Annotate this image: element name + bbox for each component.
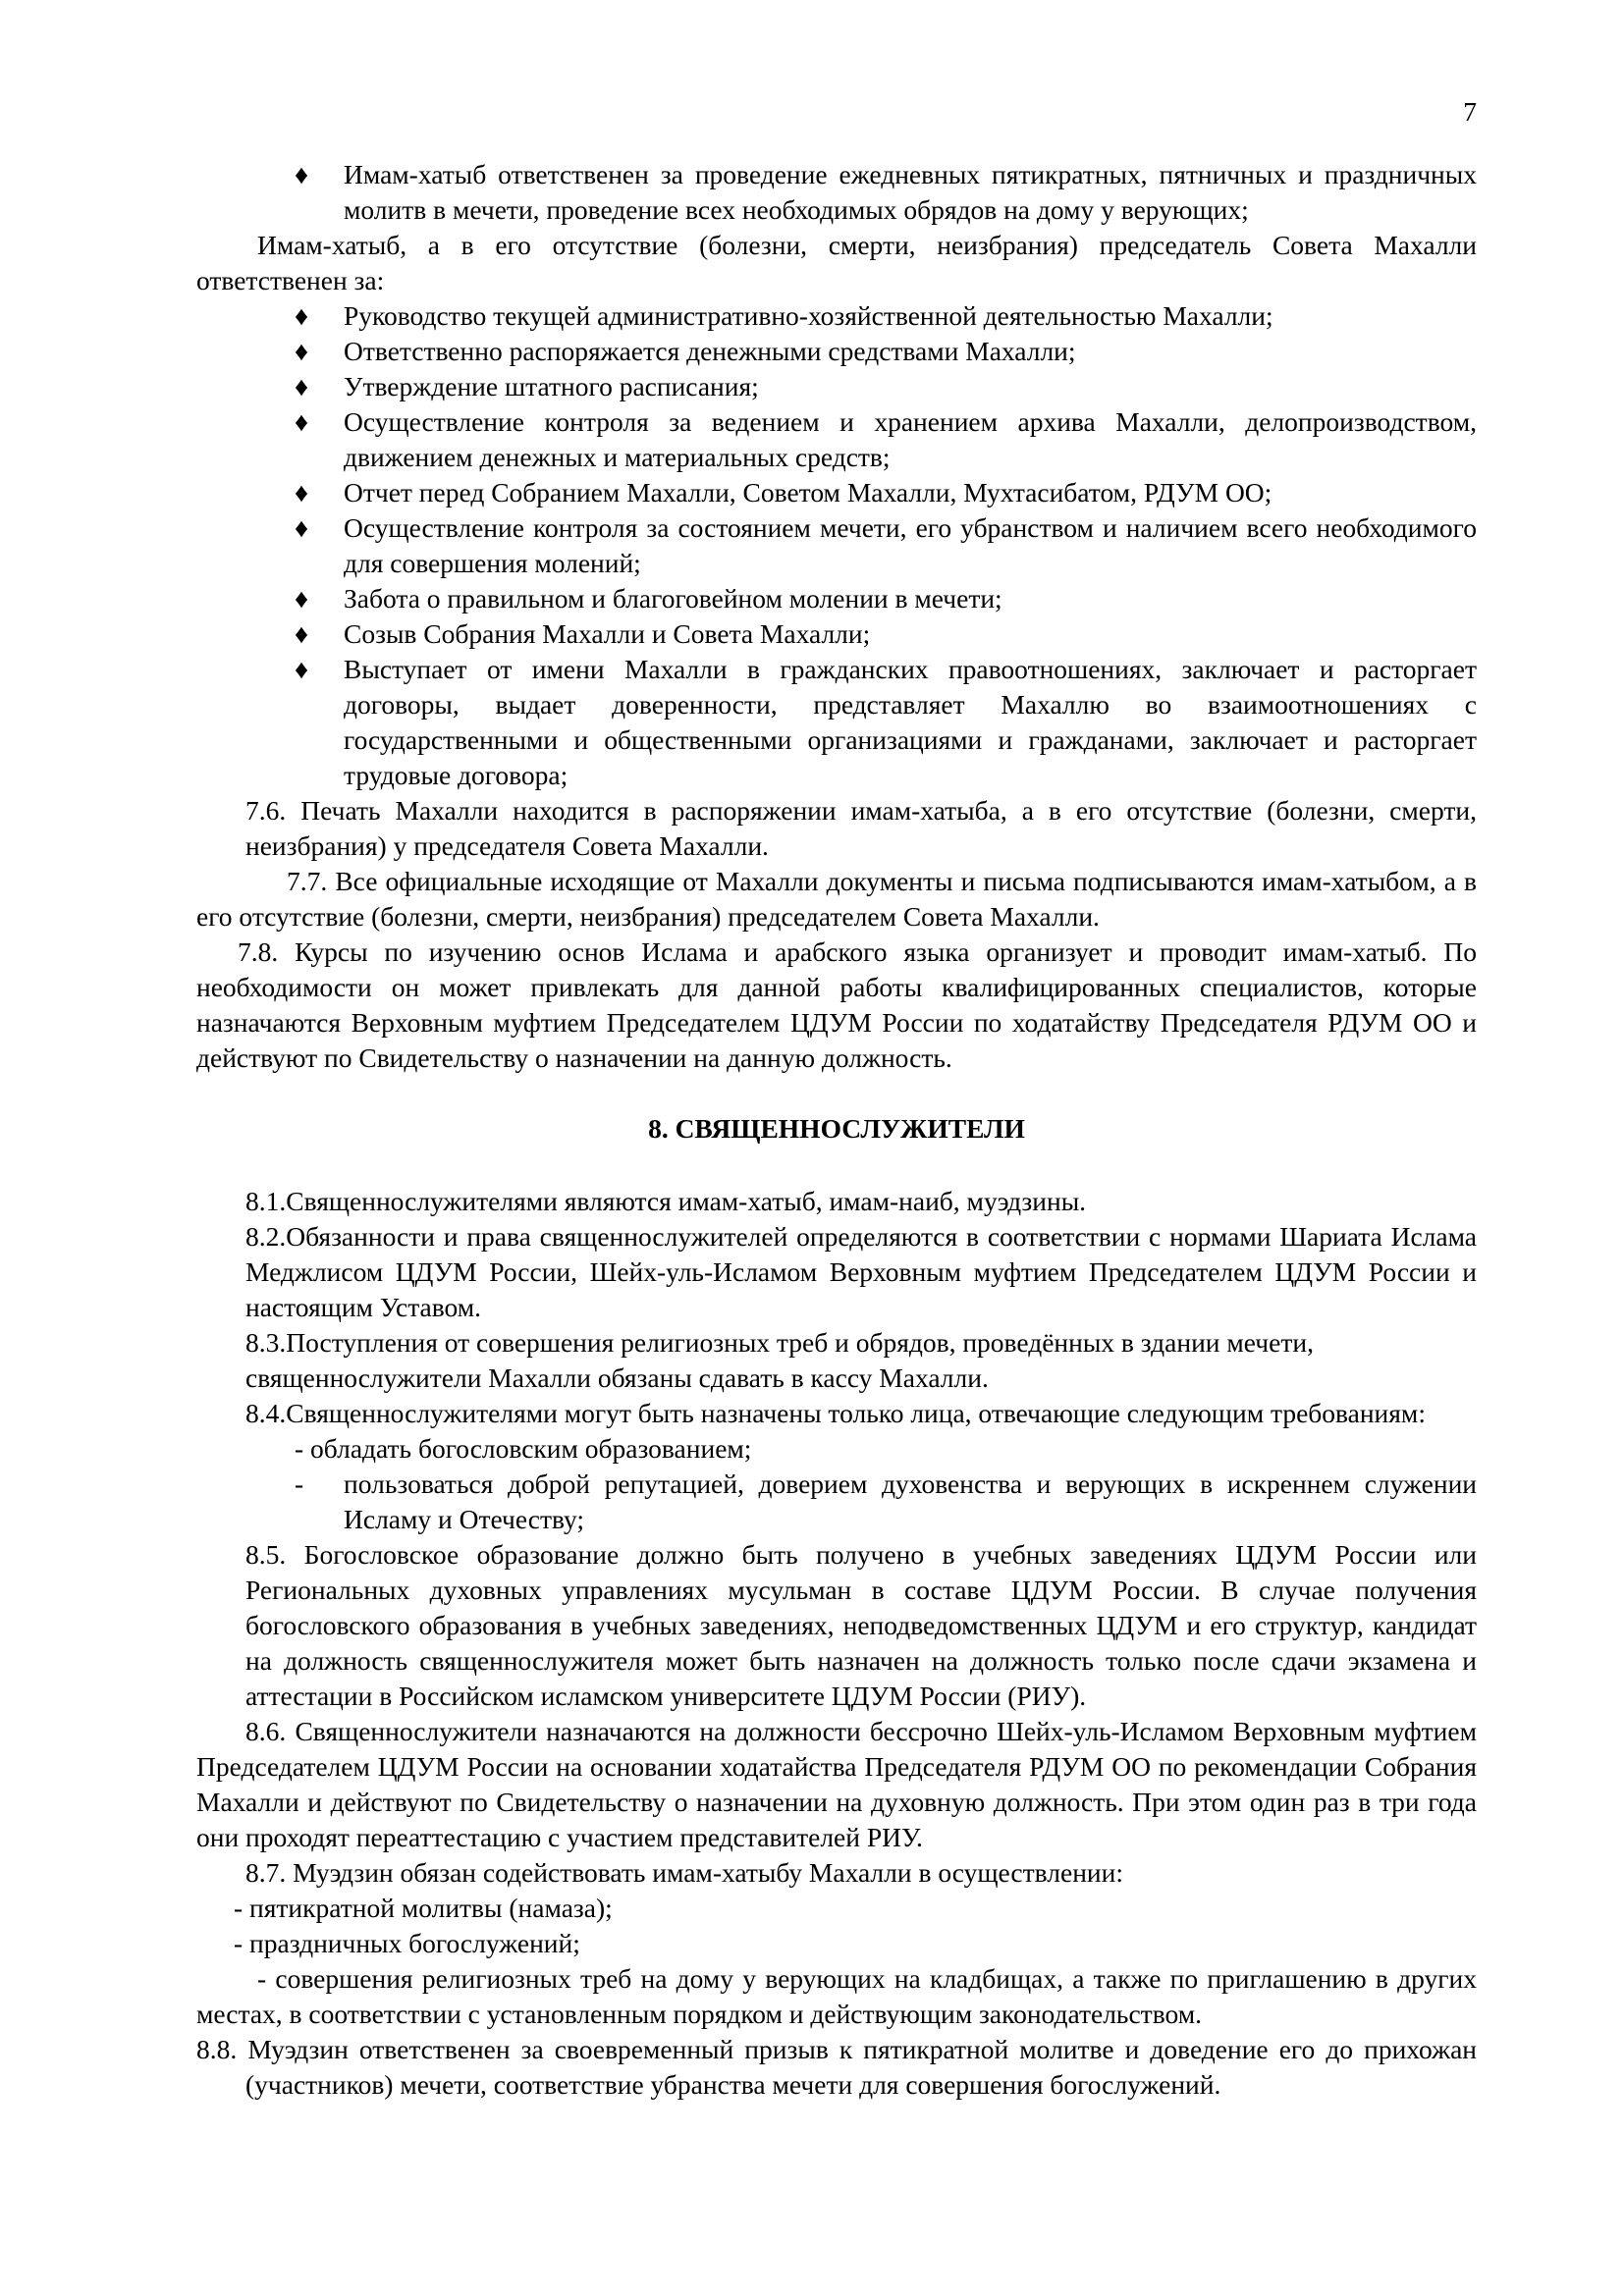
list-item: - пятикратной молитвы (намаза); xyxy=(234,1893,613,1923)
paragraph-8-6: 8.6. Священнослужители назначаются на должности бессрочно Шейх-уль-Исламом Верховным муфтием Председателем ЦДУМ России на основании ходатайства Председателя РДУМ ОО по рекомендации Собрания Махалли и действуют по Свидетельству о назначении на духовную должность. При этом один раз в три года они проходят переаттестацию с участием представителей РИУ. xyxy=(196,1716,1477,1852)
paragraph-8-5: 8.5. Богословское образование должно быть получено в учебных заведениях ЦДУМ России или Региональных духовных управлениях мусульман в составе ЦДУМ России. В случае получения богословского образования в учебных заведениях, неподведомственных ЦДУМ и его структур, кандидат на должность священнослужителя может быть назначен на должность только после сдачи экзамена и аттестации в Российском исламском университете ЦДУМ России (РИУ). xyxy=(245,1539,1477,1711)
dash-mark: - xyxy=(295,1433,304,1464)
paragraph-7-8: 7.8. Курсы по изучению основ Ислама и арабского языка организует и проводит имам-хатыб. По необходимости он может привлекать для данной работы квалифицированных специалистов, которые назначаются Верховным муфтием Председателем ЦДУМ России по ходатайству Председателя РДУМ ОО и действуют по Свидетельству о назначении на данную должность. xyxy=(196,936,1477,1073)
list-item xyxy=(196,581,1477,616)
page-number: 7 xyxy=(1463,96,1477,127)
paragraph-8-7: 8.7. Муэдзин обязан содействовать имам-хатыбу Махалли в осуществлении: xyxy=(245,1857,1123,1888)
document-body xyxy=(196,157,1477,2103)
diamond-bullet-icon: ♦ xyxy=(295,406,309,437)
requirement-text: обладать богословским образованием; xyxy=(310,1433,752,1464)
diamond-bullet-icon: ♦ xyxy=(295,336,309,366)
diamond-bullet-icon: ♦ xyxy=(295,583,309,614)
list-item xyxy=(196,510,1477,581)
paragraph-8-3: 8.3.Поступления от совершения религиозных треб и обрядов, проведённых в здании мечети, xyxy=(245,1327,1314,1358)
responsibility-intro: Имам-хатыб, а в его отсутствие (болезни, смерти, неизбрания) председатель Совета Махалли ответственен за: xyxy=(196,230,1477,295)
bullet-text: Осуществление контроля за состоянием мечети, его убранством и наличием всего необходимого для совершения молений; xyxy=(344,512,1477,578)
section-heading: 8. СВЯЩЕННОСЛУЖИТЕЛИ xyxy=(648,1113,1025,1144)
bullet-text: Имам-хатыб ответственен за проведение ежедневных пятикратных, пятничных и праздничных молитв в мечети, проведение всех необходимых обрядов на дому у верующих; xyxy=(344,159,1477,225)
bullet-text: Ответственно распоряжается денежными средствами Махалли; xyxy=(344,336,1076,366)
paragraph-7-7: 7.7. Все официальные исходящие от Махалли документы и письма подписываются имам-хатыбом, а в его отсутствие (болезни, смерти, неизбрания) председателем Совета Махалли. xyxy=(196,866,1477,932)
paragraph-8-2: 8.2.Обязанности и права священнослужителей определяются в соответствии с нормами Шариата Ислама Меджлисом ЦДУМ России, Шейх-уль-Исламом Верховным муфтием Председателем ЦДУМ России и настоящим Уставом. xyxy=(245,1221,1477,1322)
bullet-text: Осуществление контроля за ведением и хранением архива Махалли, делопроизводством, движением денежных и материальных средств; xyxy=(344,406,1477,472)
list-item xyxy=(196,475,1477,510)
list-item: - праздничных богослужений; xyxy=(234,1928,580,1958)
paragraph-8-3-continued: священнослужители Махалли обязаны сдавать в кассу Махалли. xyxy=(245,1362,989,1393)
list-item xyxy=(196,1431,1477,1467)
bullet-text: Созыв Собрания Махалли и Совета Махалли; xyxy=(344,618,871,649)
diamond-bullet-icon: ♦ xyxy=(295,512,309,543)
muezzin-duties-list xyxy=(196,1891,1477,2032)
list-item xyxy=(196,652,1477,793)
diamond-bullet-icon: ♦ xyxy=(295,300,309,331)
list-item xyxy=(196,157,1477,228)
diamond-bullet-icon: ♦ xyxy=(295,477,309,507)
list-item xyxy=(196,369,1477,404)
paragraph-8-4: 8.4.Священнослужителями могут быть назначены только лица, отвечающие следующим требованиям: xyxy=(245,1398,1426,1428)
bullet-text: Забота о правильном и благоговейном молении в мечети; xyxy=(344,583,1002,614)
diamond-bullet-icon: ♦ xyxy=(295,371,309,401)
bullet-text: Утверждение штатного расписания; xyxy=(344,371,759,401)
bullet-text: Отчет перед Собранием Махалли, Советом Махалли, Мухтасибатом, РДУМ ОО; xyxy=(344,477,1272,507)
diamond-bullet-icon: ♦ xyxy=(295,654,309,684)
paragraph-8-8: 8.8. Муэдзин ответственен за своевременный призыв к пятикратной молитве и доведение его до прихожан (участников) мечети, соответствие убранства мечети для совершения богослужений. xyxy=(196,2034,1477,2100)
paragraph-7-6: 7.6. Печать Махалли находится в распоряжении имам-хатыба, а в его отсутствие (болезни, смерти, неизбрания) у председателя Совета Махалли. xyxy=(245,795,1477,861)
paragraph-8-1: 8.1.Священнослужителями являются имам-хатыб, имам-наиб, муэдзины. xyxy=(245,1186,1087,1216)
requirement-text: пользоваться доброй репутацией, доверием духовенства и верующих в искреннем служении Исламу и Отечеству; xyxy=(344,1468,1477,1534)
bullet-text: Руководство текущей административно-хозяйственной деятельностью Махалли; xyxy=(344,300,1273,331)
list-item xyxy=(196,298,1477,334)
list-item xyxy=(196,1467,1477,1537)
list-item xyxy=(196,616,1477,652)
dash-mark: - xyxy=(295,1468,304,1499)
list-item xyxy=(196,334,1477,369)
list-item xyxy=(196,404,1477,475)
list-item: - совершения религиозных треб на дому у верующих на кладбищах, а также по приглашению в других местах, в соответствии с установленным порядком и действующим законодательством. xyxy=(196,1963,1477,2029)
requirements-list xyxy=(196,1431,1477,1537)
responsibility-list xyxy=(196,298,1477,793)
bullet-text: Выступает от имени Махалли в гражданских правоотношениях, заключает и расторгает договоры, выдает доверенности, представляет Махаллю во взаимоотношениях с государственными и общественными организациями и гражданами, заключает и расторгает трудовые договора; xyxy=(344,654,1477,790)
diamond-bullet-icon: ♦ xyxy=(295,618,309,649)
diamond-bullet-icon: ♦ xyxy=(295,159,309,189)
